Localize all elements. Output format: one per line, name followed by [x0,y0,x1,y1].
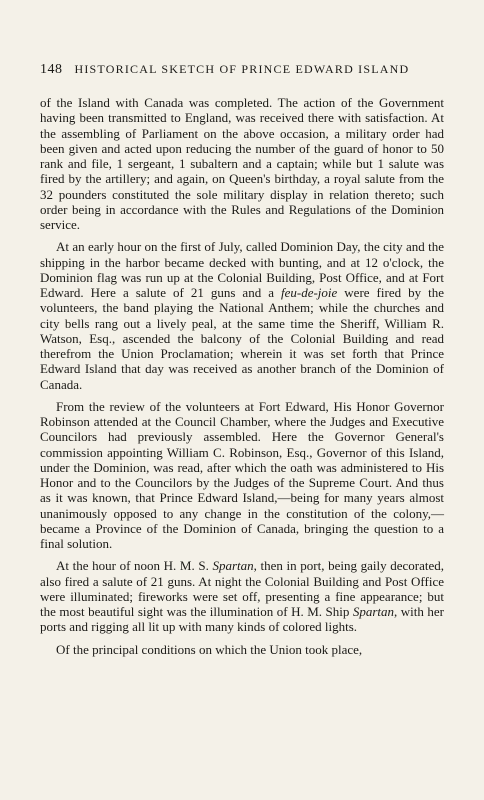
paragraph-4-part-3: , with her ports and rigging all lit up with many kinds of colored lights. [40,604,444,635]
running-head: HISTORICAL SKETCH OF PRINCE EDWARD ISLAND [74,62,410,76]
paragraph-1-text: of the Island with Canada was completed. The action of the Government having been transmitted to England, was received there with satisfaction. At the assembling of Parliament on the above occasion, a military order had been given and acted upon reducing the number of the guard of honor to 50 rank and file, 1 sergeant, 1 subaltern and a captain; while but 1 salute was fired by the artillery; and again, on Queen's birthday, a royal salute from the 32 pounders constituted the sole military display in relation thereto; such order being in accordance with the Rules and Regulations of the Dominion service. [40,95,444,232]
paragraph-4-part-1: At the hour of noon H. M. S. [56,558,213,574]
paragraph-4-italic-spartan-1: Spartan [212,558,254,574]
paragraph-2-part-1: At an early hour on the first of July, called Dominion Day, the city and the shipping in the harbor became decked with bunting, and at 12 o'clock, the Dominion flag was run up at the Colonial Building, Post Office, and at Fort Edward. Here a salute of 21 guns and a [40,239,444,300]
paragraph-2-italic-feu-de-joie: feu-de-joie [280,285,338,300]
paragraph-2 [40,239,444,392]
paragraph-1 [40,95,444,232]
paragraph-4 [40,558,444,634]
paragraph-3-text: From the review of the volunteers at Fort Edward, His Honor Governor Robinson attended at the Council Chamber, where the Judges and Executive Councilors had previously assembled. Here the Governor General's commission appointing William C. Robinson, Esq., Governor of this Island, under the Dominion, was read, after which the oath was administered to His Honor and to the Councilors by the Judges of the Supreme Court. And thus as it was known, that Prince Edward Island,—being for many years almost unanimously opposed to any change in the constitution of the colony,—became a Province of the Dominion of Canada, bringing the question to a final solution. [40,398,444,551]
page-header [40,62,444,78]
page-number: 148 [40,62,63,77]
paragraph-5 [40,642,444,657]
paragraph-5-text: Of the principal conditions on which the Union took place, [56,641,363,657]
paragraph-4-part-2: , then in port, being gaily decorated, also fired a salute of 21 guns. At night the Colonial Building and Post Office were illuminated; fireworks were set off, presenting a fine appearance; but the most beautiful sight was the illumination of H. M. Ship [40,558,444,619]
body-text [40,95,444,657]
paragraph-4-italic-spartan-2: Spartan [352,604,395,619]
paragraph-2-part-2: were fired by the volunteers, the band playing the National Anthem; while the churches and city bells rang out a lively peal, at the same time the Sheriff, William R. Watson, Esq., ascended the balcony of the Colonial Building and read therefrom the Union Proclamation; wherein it was set forth that Prince Edward Island that day was received as another branch of the Dominion of Canada. [40,285,444,392]
paragraph-3 [40,399,444,552]
